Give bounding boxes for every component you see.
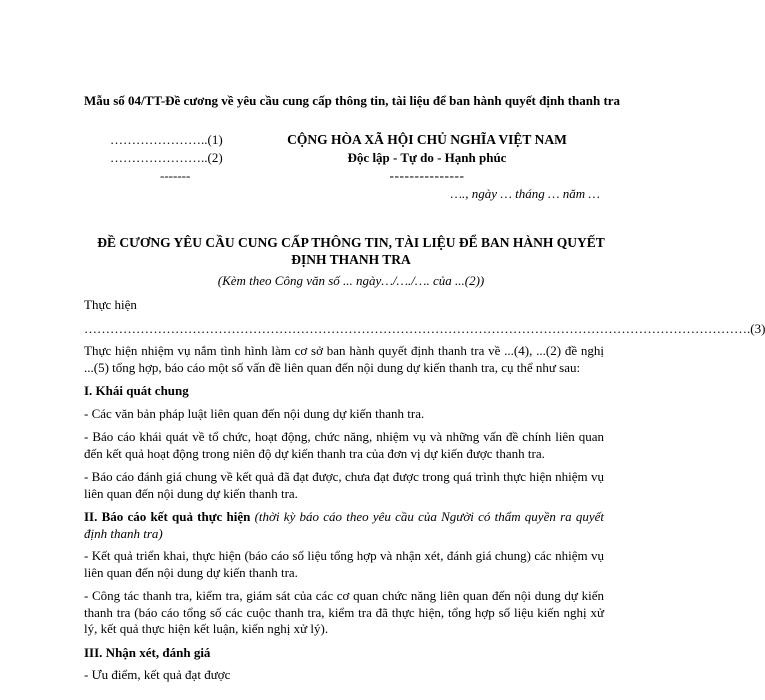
section-1-title: I. Khái quát chung	[84, 383, 189, 398]
intro-paragraph: Thực hiện nhiệm vụ nắm tình hình làm cơ sở ban hành quyết định thanh tra về ...(4), ...(2) đề nghị ...(5) tổng hợp, báo cáo một số vấn đề liên quan đến nội dung dự kiến thanh tra, cụ thể như sau:	[84, 343, 604, 375]
section-3-item: - Ưu điểm, kết quả đạt được	[84, 667, 231, 682]
agency-divider: -------	[160, 168, 191, 183]
section-2-title: II. Báo cáo kết quả thực hiện	[84, 509, 251, 524]
form-title: Mẫu số 04/TT-Đề cương về yêu cầu cung cấp thông tin, tài liệu để ban hành quyết định thanh tra	[84, 93, 621, 108]
fill-in-suffix: .(3)	[747, 320, 765, 336]
section-2-heading	[84, 509, 604, 542]
agency-line-2: …………………..(2)	[110, 150, 223, 165]
section-1-item: - Báo cáo đánh giá chung về kết quả đã đạt được, chưa đạt được trong quá trình thực hiện nhiệm vụ liên quan đến nội dung dự kiến thanh tra.	[84, 469, 604, 501]
document-subtitle: (Kèm theo Công văn số ... ngày…/…./…. của ...(2))	[217, 273, 485, 288]
fill-in-dots: ………………………………………………………………………………………………………………………………………	[84, 320, 747, 336]
section-2-note: (thời kỳ báo cáo theo yêu cầu của Người có thẩm quyền ra quyết định thanh tra)	[84, 509, 604, 541]
national-heading	[262, 131, 592, 185]
section-1-item: - Các văn bản pháp luật liên quan đến nội dung dự kiến thanh tra.	[84, 405, 425, 421]
date-line: …., ngày … tháng … năm …	[450, 186, 600, 201]
nation-name: CỘNG HÒA XÃ HỘI CHỦ NGHĨA VIỆT NAM	[287, 132, 567, 147]
intro-label: Thực hiện	[84, 297, 137, 312]
national-motto: Độc lập - Tự do - Hạnh phúc	[347, 150, 507, 165]
agency-line-1: …………………..(1)	[110, 132, 223, 147]
agency-block	[110, 131, 250, 185]
motto-divider: ---------------	[389, 168, 465, 183]
document-body	[84, 297, 765, 691]
section-2-item: - Công tác thanh tra, kiểm tra, giám sát của các cơ quan chức năng liên quan đến nội dung dự kiến thanh tra (báo cáo tổng số các cuộc thanh tra, kiểm tra đã thực hiện, tổng hợp số liệu kiến nghị xử lý, kết quả thực hiện kết luận, kiến nghị xử lý).	[84, 588, 604, 636]
section-1-item: - Báo cáo khái quát về tổ chức, hoạt động, chức năng, nhiệm vụ và những vấn đề chính liên quan đến kết quả hoạt động trong niên độ dự kiến thanh tra của đơn vị dự kiến được thanh tra.	[84, 429, 604, 461]
section-3-title: III. Nhận xét, đánh giá	[84, 644, 211, 660]
section-2-item: - Kết quả triển khai, thực hiện (báo cáo số liệu tổng hợp và nhận xét, đánh giá chung) các nhiệm vụ liên quan đến nội dung dự kiến thanh tra.	[84, 548, 604, 580]
document-title: ĐỀ CƯƠNG YÊU CẦU CUNG CẤP THÔNG TIN, TÀI LIỆU ĐỂ BAN HÀNH QUYẾT ĐỊNH THANH TRA	[97, 235, 605, 267]
fill-in-line	[84, 320, 765, 338]
